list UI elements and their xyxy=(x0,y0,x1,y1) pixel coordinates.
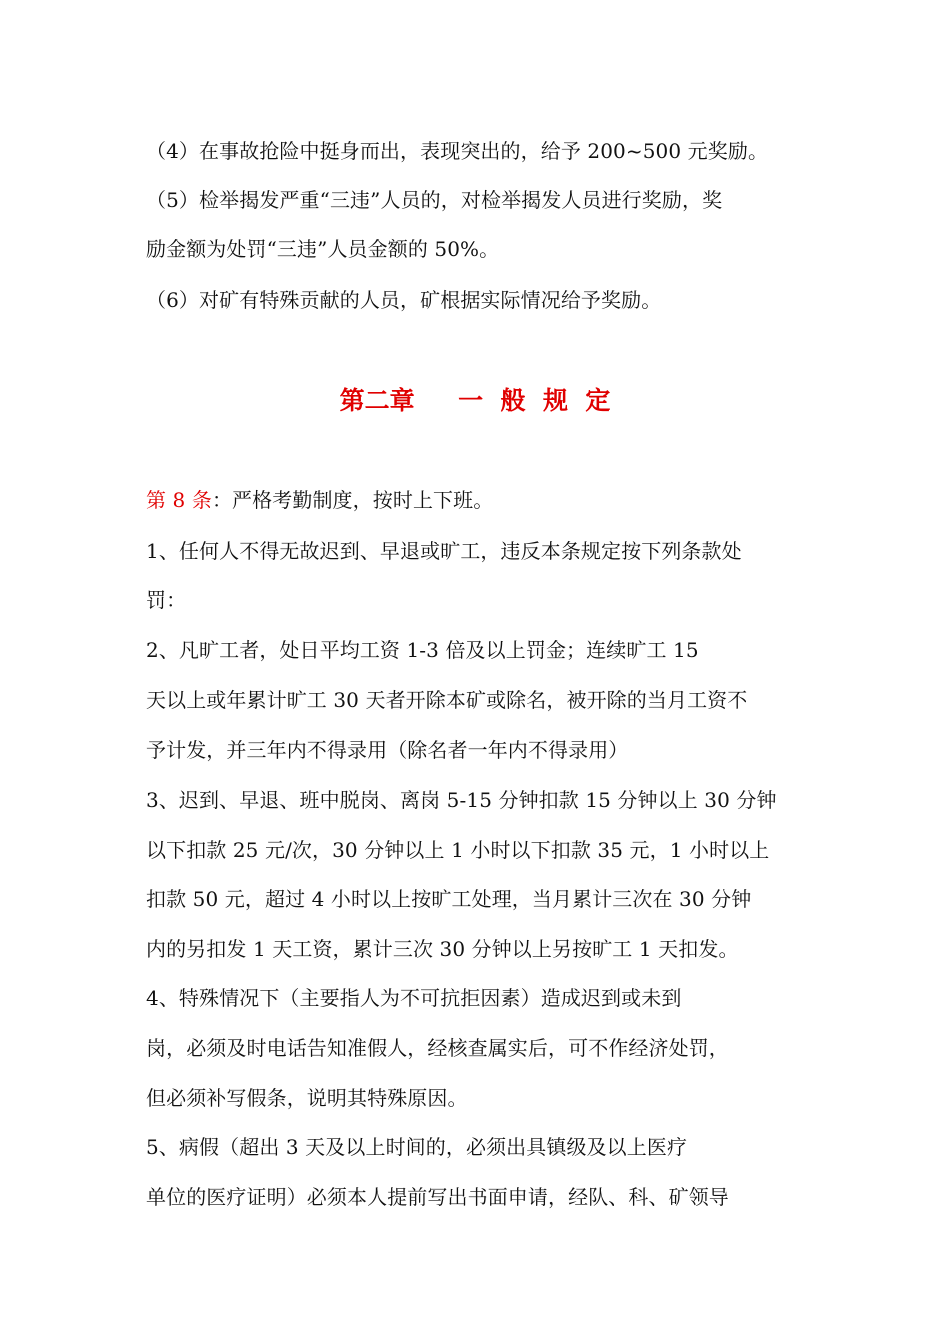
paragraph-line: （6）对矿有特殊贡献的人员，矿根据实际情况给予奖励。 xyxy=(146,288,662,312)
paragraph-line: 扣款 50 元，超过 4 小时以上按旷工处理，当月累计三次在 30 分钟 xyxy=(146,887,752,911)
article-heading xyxy=(146,487,816,513)
paragraph-line: 罚： xyxy=(146,588,187,612)
article-text: ：严格考勤制度，按时上下班。 xyxy=(211,488,494,512)
paragraph-line: 励金额为处罚“三违”人员金额的 50%。 xyxy=(146,237,500,261)
paragraph-line: 天以上或年累计旷工 30 天者开除本矿或除名，被开除的当月工资不 xyxy=(146,688,748,712)
paragraph-line: 以下扣款 25 元/次，30 分钟以上 1 小时以下扣款 35 元，1 小时以上 xyxy=(146,838,770,862)
paragraph-line: （4）在事故抢险中挺身而出，表现突出的，给予 200~500 元奖励。 xyxy=(146,139,769,163)
paragraph-line: 4、特殊情况下（主要指人为不可抗拒因素）造成迟到或未到 xyxy=(146,986,682,1010)
paragraph-line: 2、凡旷工者，处日平均工资 1-3 倍及以上罚金；连续旷工 15 xyxy=(146,638,699,662)
chapter-title: 第二章 一 般 规 定 xyxy=(339,386,611,415)
paragraph-line: 5、病假（超出 3 天及以上时间的，必须出具镇级及以上医疗 xyxy=(146,1135,688,1159)
paragraph-line: （5）检举揭发严重“三违”人员的，对检举揭发人员进行奖励，奖 xyxy=(146,188,723,212)
paragraph-line: 内的另扣发 1 天工资，累计三次 30 分钟以上另按旷工 1 天扣发。 xyxy=(146,937,739,961)
paragraph-line: 岗，必须及时电话告知准假人，经核查属实后，可不作经济处罚， xyxy=(146,1036,729,1060)
article-number: 第 8 条 xyxy=(146,488,212,512)
paragraph-line: 单位的医疗证明）必须本人提前写出书面申请，经队、科、矿领导 xyxy=(146,1185,729,1209)
paragraph-line: 1、任何人不得无故迟到、早退或旷工，违反本条规定按下列条款处 xyxy=(146,539,742,563)
paragraph-line: 但必须补写假条，说明其特殊原因。 xyxy=(146,1086,468,1110)
paragraph-line: 3、迟到、早退、班中脱岗、离岗 5-15 分钟扣款 15 分钟以上 30 分钟 xyxy=(146,788,777,812)
paragraph-line: 予计发，并三年内不得录用（除名者一年内不得录用） xyxy=(146,738,629,762)
